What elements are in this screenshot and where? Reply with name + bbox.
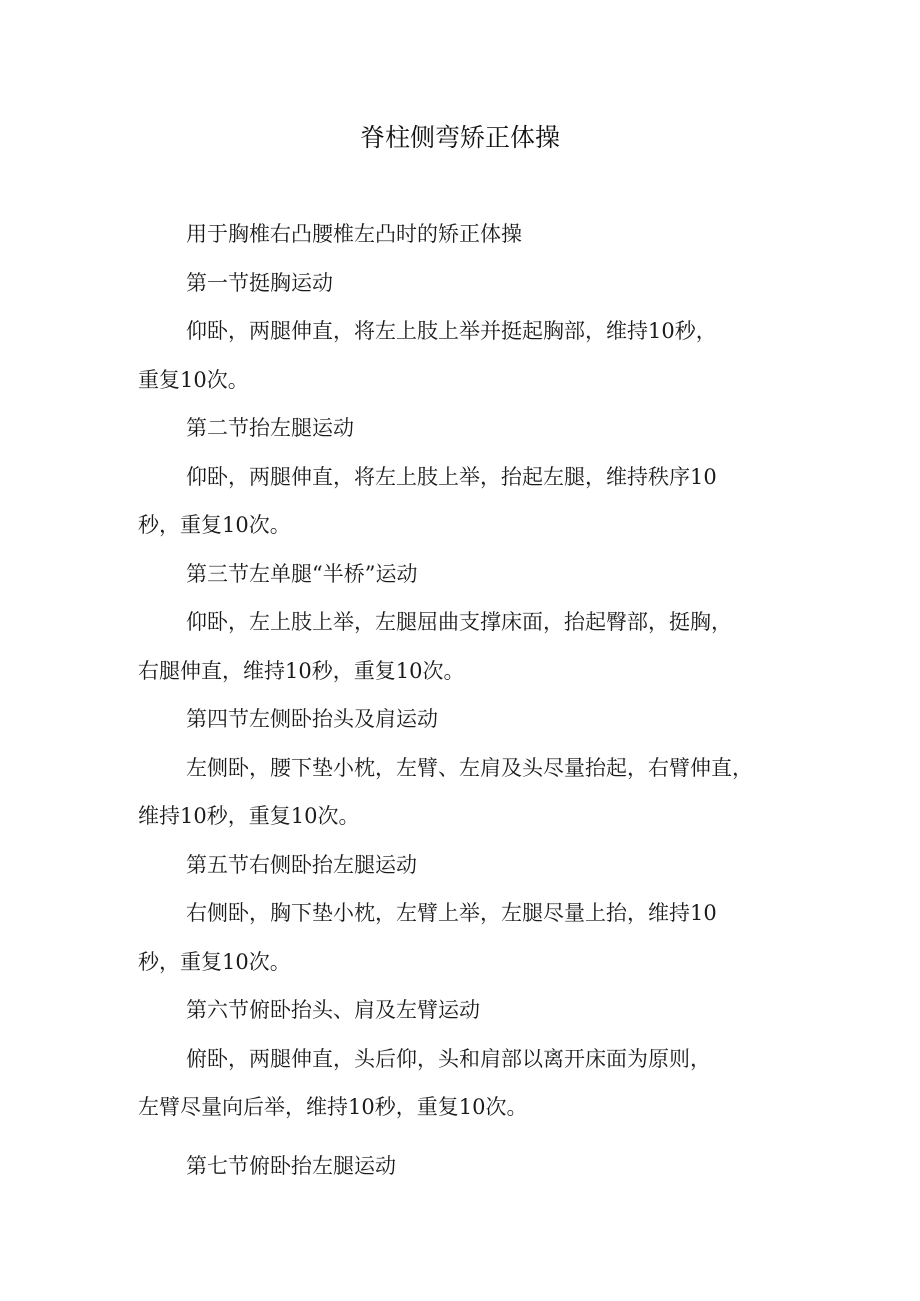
section-5-heading: 第五节右侧卧抬左腿运动 bbox=[186, 852, 417, 877]
section-3-line-1: 仰卧，左上肢上举，左腿屈曲支撑床面，抬起臀部，挺胸， bbox=[186, 610, 732, 634]
section-5-line-2: 秒，重复10次。 bbox=[138, 949, 291, 974]
section-6-heading: 第六节俯卧抬头、肩及左臂运动 bbox=[186, 998, 480, 1022]
section-2-line-1: 仰卧，两腿伸直，将左上肢上举，抬起左腿，维持秩序10 bbox=[186, 464, 717, 489]
section-5-line-1: 右侧卧，胸下垫小枕，左臂上举，左腿尽量上抬，维持10 bbox=[186, 901, 717, 925]
document-title: 脊柱侧弯矫正体操 bbox=[359, 123, 560, 152]
section-6-line-1: 俯卧，两腿伸直，头后仰，头和肩部以离开床面为原则， bbox=[186, 1046, 711, 1071]
section-4-line-1: 左侧卧，腰下垫小枕，左臂、左肩及头尽量抬起，右臂伸直， bbox=[186, 755, 753, 780]
section-1-line-1: 仰卧，两腿伸直，将左上肢上举并挺起胸部，维持10秒， bbox=[186, 319, 717, 343]
section-6-body bbox=[138, 1035, 786, 1132]
section-3-heading: 第三节左单腿“半桥”运动 bbox=[186, 561, 418, 586]
section-4-heading: 第四节左侧卧抬头及肩运动 bbox=[186, 707, 438, 731]
section-6-line-2: 左臂尽量向后举，维持10秒，重复10次。 bbox=[138, 1095, 528, 1119]
section-5-body bbox=[138, 889, 786, 986]
section-4-body bbox=[138, 744, 786, 841]
section-2-heading: 第二节抬左腿运动 bbox=[186, 416, 354, 440]
section-3-body bbox=[138, 598, 786, 695]
intro-paragraph: 用于胸椎右凸腰椎左凸时的矫正体操 bbox=[186, 222, 522, 246]
section-1-heading: 第一节挺胸运动 bbox=[186, 270, 333, 295]
document-body bbox=[138, 210, 786, 1190]
section-2-line-2: 秒，重复10次。 bbox=[138, 513, 291, 537]
section-3-line-2: 右腿伸直，维持10秒，重复10次。 bbox=[138, 658, 465, 683]
section-1-body bbox=[138, 307, 786, 404]
section-4-line-2: 维持10秒，重复10次。 bbox=[138, 804, 360, 828]
section-7-heading: 第七节俯卧抬左腿运动 bbox=[186, 1153, 396, 1178]
section-1-line-2: 重复10次。 bbox=[138, 367, 249, 392]
section-2-body bbox=[138, 453, 786, 550]
